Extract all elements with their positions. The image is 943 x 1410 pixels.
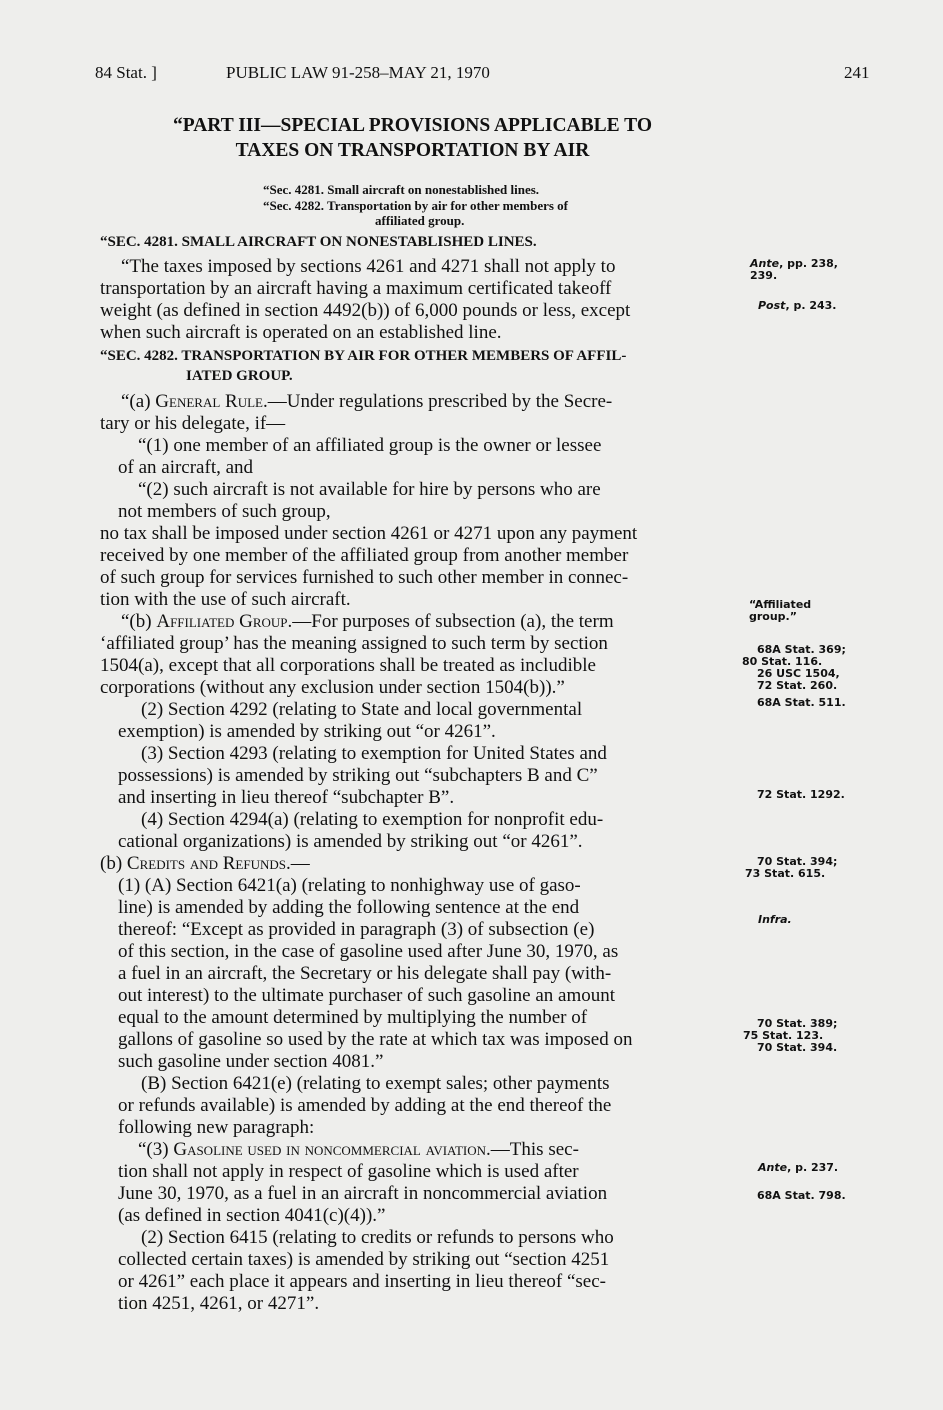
margin-note-affiliated-group: “Affiliated group.” bbox=[749, 598, 812, 623]
body-line: corporations (without any exclusion under section 1504(b)).” bbox=[100, 677, 565, 698]
paragraph-3-line bbox=[138, 1139, 579, 1161]
body-line: cational organizations) is amended by striking out “or 4261”. bbox=[118, 831, 583, 852]
body-line: “(2) such aircraft is not available for hire by persons who are bbox=[138, 479, 601, 500]
toc-entry-4282-cont: affiliated group. bbox=[375, 213, 465, 228]
running-head-volume: 84 Stat. ] bbox=[95, 63, 157, 82]
section-4282-heading-cont: IATED GROUP. bbox=[186, 368, 293, 384]
body-line: such gasoline under section 4081.” bbox=[118, 1051, 384, 1072]
body-line: equal to the amount determined by multiplying the number of bbox=[118, 1007, 588, 1028]
subsection-credits-line bbox=[100, 853, 310, 875]
body-line: (1) (A) Section 6421(a) (relating to nonhighway use of gaso- bbox=[118, 875, 581, 896]
body-line: exemption) is amended by striking out “or 4261”. bbox=[118, 721, 496, 742]
page-number: 241 bbox=[844, 63, 870, 82]
section-4281-heading: “SEC. 4281. SMALL AIRCRAFT ON NONESTABLISHED LINES. bbox=[100, 234, 537, 250]
body-line: line) is amended by adding the following sentence at the end bbox=[118, 897, 580, 918]
subsection-text: —For purposes of subsection (a), the term bbox=[292, 611, 614, 632]
body-line: ‘affiliated group’ has the meaning assigned to such term by section bbox=[100, 633, 608, 654]
part-title bbox=[95, 113, 730, 163]
subsection-a-line bbox=[121, 391, 612, 413]
body-line: when such aircraft is operated on an established line. bbox=[100, 322, 502, 343]
body-line: possessions) is amended by striking out “subchapters B and C” bbox=[118, 765, 598, 786]
margin-note-citation: 68A Stat. 369; 80 Stat. 116. 26 USC 1504, 72 Stat. 260. bbox=[742, 643, 846, 692]
body-line: transportation by an aircraft having a maximum certificated takeoff bbox=[100, 278, 612, 299]
paragraph-number: “(b) bbox=[121, 611, 157, 632]
toc-entry-4282: “Sec. 4282. Transportation by air for other members of bbox=[263, 198, 568, 213]
section-4282-heading: “SEC. 4282. TRANSPORTATION BY AIR FOR OTHER MEMBERS OF AFFIL- bbox=[100, 348, 627, 364]
body-line: collected certain taxes) is amended by striking out “section 4251 bbox=[118, 1249, 610, 1270]
body-line: tion with the use of such aircraft. bbox=[100, 589, 351, 610]
body-line: (2) Section 4292 (relating to State and local governmental bbox=[141, 699, 583, 720]
body-line: of an aircraft, and bbox=[118, 457, 254, 478]
body-line: or refunds available) is amended by adding at the end thereof the bbox=[118, 1095, 612, 1116]
body-line: weight (as defined in section 4492(b)) of 6,000 pounds or less, except bbox=[100, 300, 631, 321]
subsection-b-line bbox=[121, 611, 614, 633]
body-line: (as defined in section 4041(c)(4)).” bbox=[118, 1205, 386, 1226]
body-line: (B) Section 6421(e) (relating to exempt sales; other payments bbox=[141, 1073, 610, 1094]
body-line: (4) Section 4294(a) (relating to exemption for nonprofit edu- bbox=[141, 809, 604, 830]
margin-note-ante-237: Ante, p. 237. bbox=[758, 1161, 839, 1174]
paragraph-number: “(a) bbox=[121, 391, 156, 412]
subsection-text: — bbox=[290, 853, 310, 874]
margin-note-citation: 68A Stat. 798. bbox=[757, 1189, 846, 1202]
part-title-line-2: TAXES ON TRANSPORTATION BY AIR bbox=[235, 140, 590, 161]
paragraph-caption: Gasoline used in noncommercial aviation. bbox=[173, 1139, 491, 1160]
margin-note-citation: 70 Stat. 394; 73 Stat. 615. bbox=[745, 855, 838, 880]
subsection-text: —Under regulations prescribed by the Secre- bbox=[267, 391, 613, 412]
body-line: “The taxes imposed by sections 4261 and 4271 shall not apply to bbox=[121, 256, 616, 277]
body-line: tion shall not apply in respect of gasoline which is used after bbox=[118, 1161, 579, 1182]
margin-note-infra: Infra. bbox=[758, 913, 792, 926]
body-line: of this section, in the case of gasoline used after June 30, 1970, as bbox=[118, 941, 619, 962]
body-line: following new paragraph: bbox=[118, 1117, 315, 1138]
part-title-line-1: “PART III—SPECIAL PROVISIONS APPLICABLE TO bbox=[173, 115, 652, 136]
margin-note-citation: 72 Stat. 1292. bbox=[757, 788, 845, 801]
subsection-caption: Credits and Refunds. bbox=[126, 853, 291, 874]
body-line: (2) Section 6415 (relating to credits or refunds to persons who bbox=[141, 1227, 614, 1248]
body-line: no tax shall be imposed under section 4261 or 4271 upon any payment bbox=[100, 523, 638, 544]
body-line: “(1) one member of an affiliated group is the owner or lessee bbox=[138, 435, 602, 456]
body-line: received by one member of the affiliated group from another member bbox=[100, 545, 629, 566]
body-line: and inserting in lieu thereof “subchapter B”. bbox=[118, 787, 455, 808]
body-line: tary or his delegate, if— bbox=[100, 413, 286, 434]
subsection-caption: General Rule. bbox=[155, 391, 268, 412]
body-line: of such group for services furnished to such other member in connec- bbox=[100, 567, 629, 588]
body-line: gallons of gasoline so used by the rate at which tax was imposed on bbox=[118, 1029, 633, 1050]
margin-note-ante-238: Ante, pp. 238, 239. bbox=[750, 257, 838, 282]
body-line: or 4261” each place it appears and inserting in lieu thereof “sec- bbox=[118, 1271, 606, 1292]
margin-note-post-243: Post, p. 243. bbox=[758, 299, 837, 312]
body-line: tion 4251, 4261, or 4271”. bbox=[118, 1293, 320, 1314]
margin-note-citation: 68A Stat. 511. bbox=[757, 696, 846, 709]
running-head-title: PUBLIC LAW 91-258–MAY 21, 1970 bbox=[226, 63, 490, 82]
paragraph-text: —This sec- bbox=[490, 1139, 579, 1160]
subsection-caption: Affiliated Group. bbox=[156, 611, 293, 632]
body-line: June 30, 1970, as a fuel in an aircraft in noncommercial aviation bbox=[118, 1183, 608, 1204]
body-line: a fuel in an aircraft, the Secretary or his delegate shall pay (with- bbox=[118, 963, 612, 984]
body-line: (3) Section 4293 (relating to exemption for United States and bbox=[141, 743, 607, 764]
margin-note-citation: 70 Stat. 389; 75 Stat. 123. 70 Stat. 394. bbox=[743, 1017, 838, 1054]
body-line: out interest) to the ultimate purchaser of such gasoline an amount bbox=[118, 985, 616, 1006]
toc-entry-4281: “Sec. 4281. Small aircraft on nonestablished lines. bbox=[263, 182, 540, 197]
body-line: not members of such group, bbox=[118, 501, 331, 522]
paragraph-number: (b) bbox=[100, 853, 127, 874]
body-line: 1504(a), except that all corporations shall be treated as includible bbox=[100, 655, 596, 676]
paragraph-number: “(3) bbox=[138, 1139, 174, 1160]
body-line: thereof: “Except as provided in paragraph (3) of subsection (e) bbox=[118, 919, 595, 940]
